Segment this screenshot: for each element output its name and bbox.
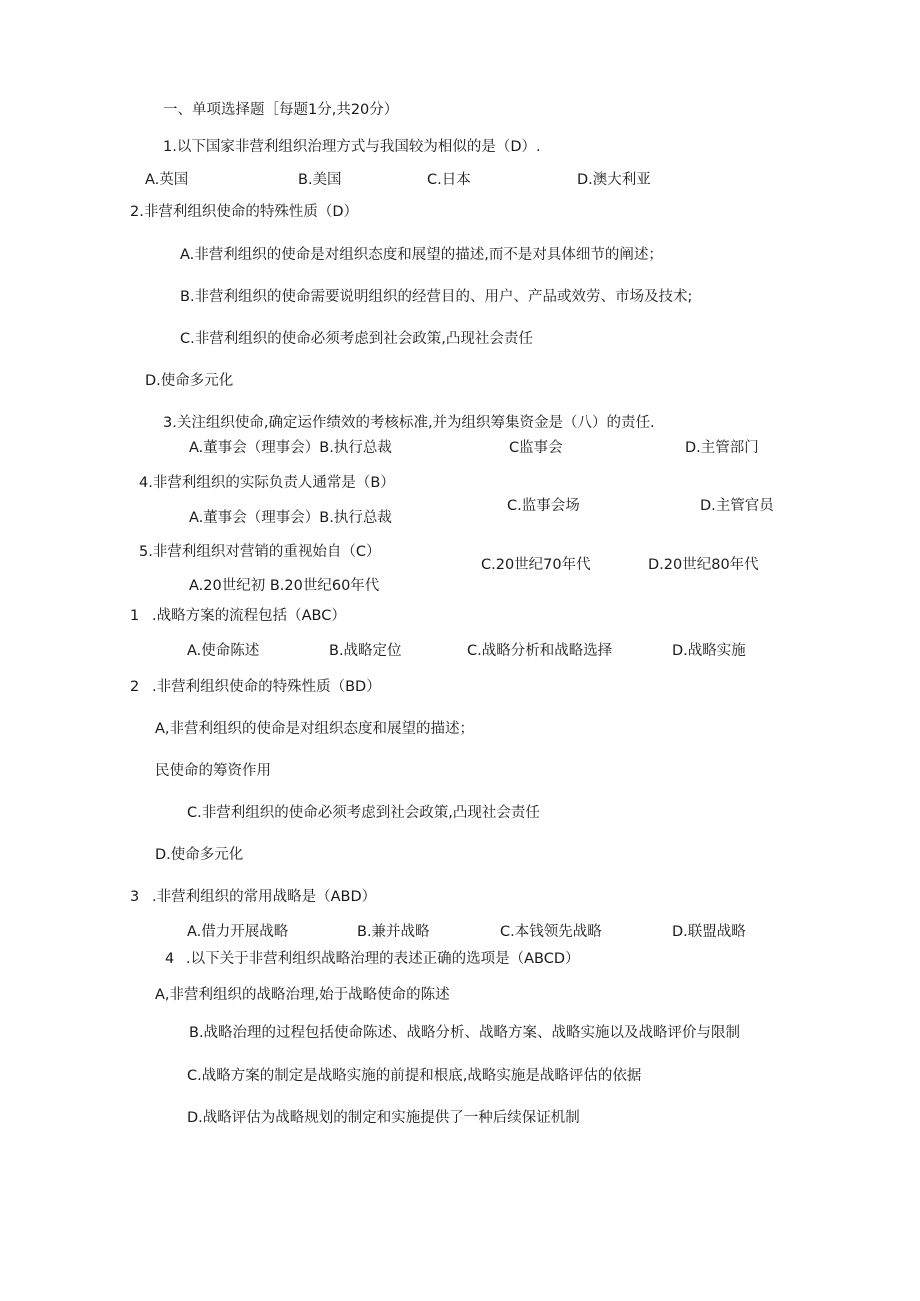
multi-question-4-number: 4: [165, 951, 175, 967]
question-3-option-ab: A.董事会（理事会）B.执行总裁: [189, 440, 392, 456]
multi-question-4-option-a: A,非营利组织的战略治理,始于战略使命的陈述: [155, 987, 450, 1003]
multi-question-3-option-a: A.借力开展战略: [187, 924, 289, 940]
question-4-option-c: C.监事会场: [507, 498, 580, 514]
multi-question-4-option-d: D.战略评估为战略规划的制定和实施提供了一种后续保证机制: [187, 1110, 580, 1126]
question-4-option-ab: A.董事会（理事会）B.执行总裁: [189, 510, 392, 526]
multi-question-3-option-c: C.本钱领先战略: [500, 924, 602, 940]
question-1-stem: 1.以下国家非营利组织治理方式与我国较为相似的是（D）.: [163, 139, 541, 155]
question-1-option-d: D.澳大利亚: [577, 172, 651, 188]
multi-question-2-option-d: D.使命多元化: [155, 847, 244, 863]
multi-question-1-option-a: A.使命陈述: [187, 643, 260, 659]
question-5-option-c: C.20世纪70年代: [481, 557, 591, 573]
question-1-option-c: C.日本: [427, 172, 471, 188]
question-1-option-a: A.英国: [145, 172, 189, 188]
multi-question-3-option-d: D.联盟战略: [672, 924, 746, 940]
multi-question-2-option-c: C.非营利组织的使命必须考虑到社会政策,凸现社会责任: [187, 805, 540, 821]
multi-question-3-number: 3: [130, 889, 140, 905]
multi-question-1-option-d: D.战略实施: [672, 643, 746, 659]
question-2-stem: 2.非营利组织使命的特殊性质（D）: [130, 204, 358, 220]
question-4-stem: 4.非营利组织的实际负责人通常是（B）: [139, 475, 395, 491]
multi-question-3-stem: .非营利组织的常用战略是（ABD）: [152, 889, 377, 905]
multi-question-2-number: 2: [130, 679, 140, 695]
question-5-stem: 5.非营利组织对营销的重视始自（C）: [139, 544, 381, 560]
multi-question-4-option-b: B.战略治理的过程包括使命陈述、战略分析、战略方案、战略实施以及战略评价与限制: [189, 1025, 741, 1041]
multi-question-4-option-c: C.战略方案的制定是战略实施的前提和根底,战略实施是战略评估的依据: [187, 1068, 642, 1084]
multi-question-3-option-b: B.兼并战略: [357, 924, 430, 940]
question-4-option-d: D.主管官员: [700, 498, 774, 514]
question-2-option-b: B.非营利组织的使命需要说明组织的经营目的、用户、产品或效劳、市场及技术;: [180, 289, 693, 305]
multi-question-2-option-a: A,非营利组织的使命是对组织态度和展望的描述；: [155, 721, 475, 737]
multi-question-1-option-c: C.战略分析和战略选择: [467, 643, 613, 659]
multi-question-4-stem: .以下关于非营利组织战略治理的表述正确的选项是（ABCD）: [186, 951, 580, 967]
question-2-option-a: A.非营利组织的使命是对组织态度和展望的描述,而不是对具体细节的阐述；: [180, 247, 663, 263]
question-3-option-d: D.主管部门: [685, 440, 759, 456]
multi-question-2-option-b: 民使命的筹资作用: [155, 763, 271, 779]
multi-question-1-number: 1: [130, 608, 140, 624]
question-3-stem: 3.关注组织使命,确定运作绩效的考核标准,并为组织筹集资金是（八）的责任.: [163, 415, 655, 431]
section-header: 一、单项选择题［每题1分,共20分）: [163, 102, 399, 118]
question-5-option-ab: A.20世纪初 B.20世纪60年代: [189, 578, 380, 594]
question-5-option-d: D.20世纪80年代: [648, 557, 759, 573]
question-1-option-b: B.美国: [298, 172, 342, 188]
multi-question-1-stem: .战略方案的流程包括（ABC）: [152, 608, 346, 624]
question-3-option-c: C监事会: [509, 440, 563, 456]
multi-question-2-stem: .非营利组织使命的特殊性质（BD）: [152, 679, 381, 695]
question-2-option-c: C.非营利组织的使命必须考虑到社会政策,凸现社会责任: [180, 331, 533, 347]
question-2-option-d: D.使命多元化: [145, 373, 234, 389]
multi-question-1-option-b: B.战略定位: [329, 643, 402, 659]
